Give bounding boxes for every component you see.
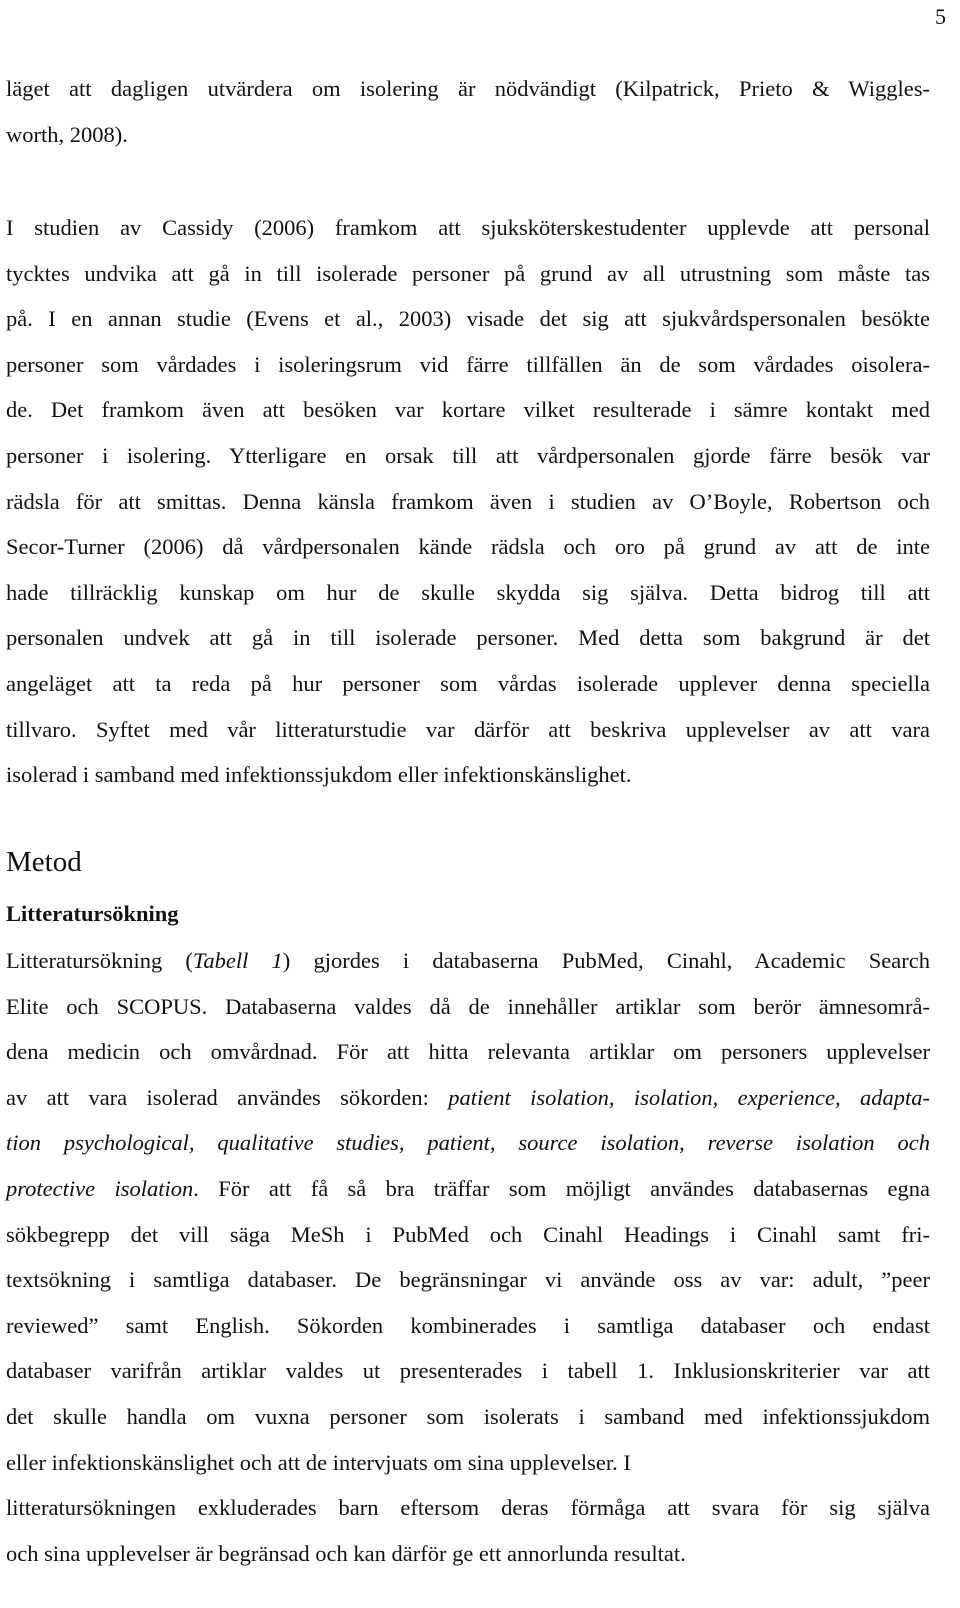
text-line: reviewed” samt English. Sökorden kombinerades i samtliga databaser och endast (6, 1312, 930, 1338)
text-line: personalen undvek att gå in till isolerade personer. Med detta som bakgrund är det (6, 625, 930, 651)
text-line: personer i isolering. Ytterligare en orsak till att vårdpersonalen gjorde färre besök var (6, 442, 930, 468)
text-line: worth, 2008). (6, 121, 128, 147)
text-line: Secor-Turner (2006) då vårdpersonalen kände rädsla och oro på grund av att de inte (6, 534, 930, 560)
text-line: av att vara isolerad användes sökorden: patient isolation, isolation, experience, adapta- (6, 1084, 930, 1110)
search-terms: protective isolation (6, 1175, 194, 1201)
paragraph-intro-continuation (6, 66, 930, 157)
text-line: tillvaro. Syftet med vår litteraturstudie var därför att beskriva upplevelser av att vara (6, 716, 930, 742)
text-line: på. I en annan studie (Evens et al., 2003) visade det sig att sjukvårdspersonalen besökte (6, 306, 930, 332)
text-line: litteratursökningen exkluderades barn eftersom deras förmåga att svara för sig själva (6, 1495, 930, 1521)
text-line: Litteratursökning (Tabell 1) gjordes i databaserna PubMed, Cinahl, Academic Search (6, 948, 930, 973)
search-terms: patient isolation, isolation, experience, adapta- (448, 1084, 930, 1110)
text-line: isolerad i samband med infektionssjukdom eller infektionskänslighet. (6, 762, 632, 788)
text-line: tycktes undvika att gå in till isolerade personer på grund av all utrustning som måste tas (6, 260, 930, 286)
text-line: personer som vårdades i isoleringsrum vid färre tillfällen än de som vårdades oisolera- (6, 351, 930, 377)
paragraph-background (6, 205, 930, 798)
text-line: de. Det framkom även att besöken var kortare vilket resulterade i sämre kontakt med (6, 397, 930, 423)
page-number: 5 (935, 4, 946, 29)
text-line: dena medicin och omvårdnad. För att hitta relevanta artiklar om personers upplevelser (6, 1039, 930, 1065)
text-line: I studien av Cassidy (2006) framkom att sjuksköterskestudenter upplevde att personal (6, 215, 930, 240)
text-line: sökbegrepp det vill säga MeSh i PubMed och Cinahl Headings i Cinahl samt fri- (6, 1221, 930, 1247)
text-line: hade tillräcklig kunskap om hur de skulle skydda sig själva. Detta bidrog till att (6, 579, 930, 605)
text-line: och sina upplevelser är begränsad och kan därför ge ett annorlunda resultat. (6, 1540, 686, 1566)
search-terms: tion psychological, qualitative studies, patient, source isolation, reverse isolation och (6, 1130, 930, 1156)
text-line: databaser varifrån artiklar valdes ut presenterades i tabell 1. Inklusionskriterier var att (6, 1358, 930, 1384)
text-line: textsökning i samtliga databaser. De begränsningar vi använde oss av var: adult, ”peer (6, 1267, 930, 1293)
text-line (6, 1120, 930, 1166)
text-line: Elite och SCOPUS. Databaserna valdes då de innehåller artiklar som berör ämnesområ- (6, 993, 930, 1019)
text-line: protective isolation. För att få så bra träffar som möjligt användes databasernas egna (6, 1175, 930, 1201)
paragraph-method (6, 938, 930, 1576)
section-heading-metod: Metod (6, 846, 82, 878)
text-line: eller infektionskänslighet och att de intervjuats om sina upplevelser. I (6, 1449, 631, 1475)
text-line: angeläget att ta reda på hur personer som vårdas isolerade upplever denna speciella (6, 670, 930, 696)
text-line: rädsla för att smittas. Denna känsla framkom även i studien av O’Boyle, Robertson och (6, 488, 930, 514)
table-reference: Tabell 1 (192, 948, 283, 973)
text-line: läget att dagligen utvärdera om isolering är nödvändigt (Kilpatrick, Prieto & Wiggles- (6, 76, 930, 101)
text-line: det skulle handla om vuxna personer som isolerats i samband med infektionssjukdom (6, 1403, 930, 1429)
subsection-heading-litteratursokning: Litteratursökning (6, 901, 179, 926)
